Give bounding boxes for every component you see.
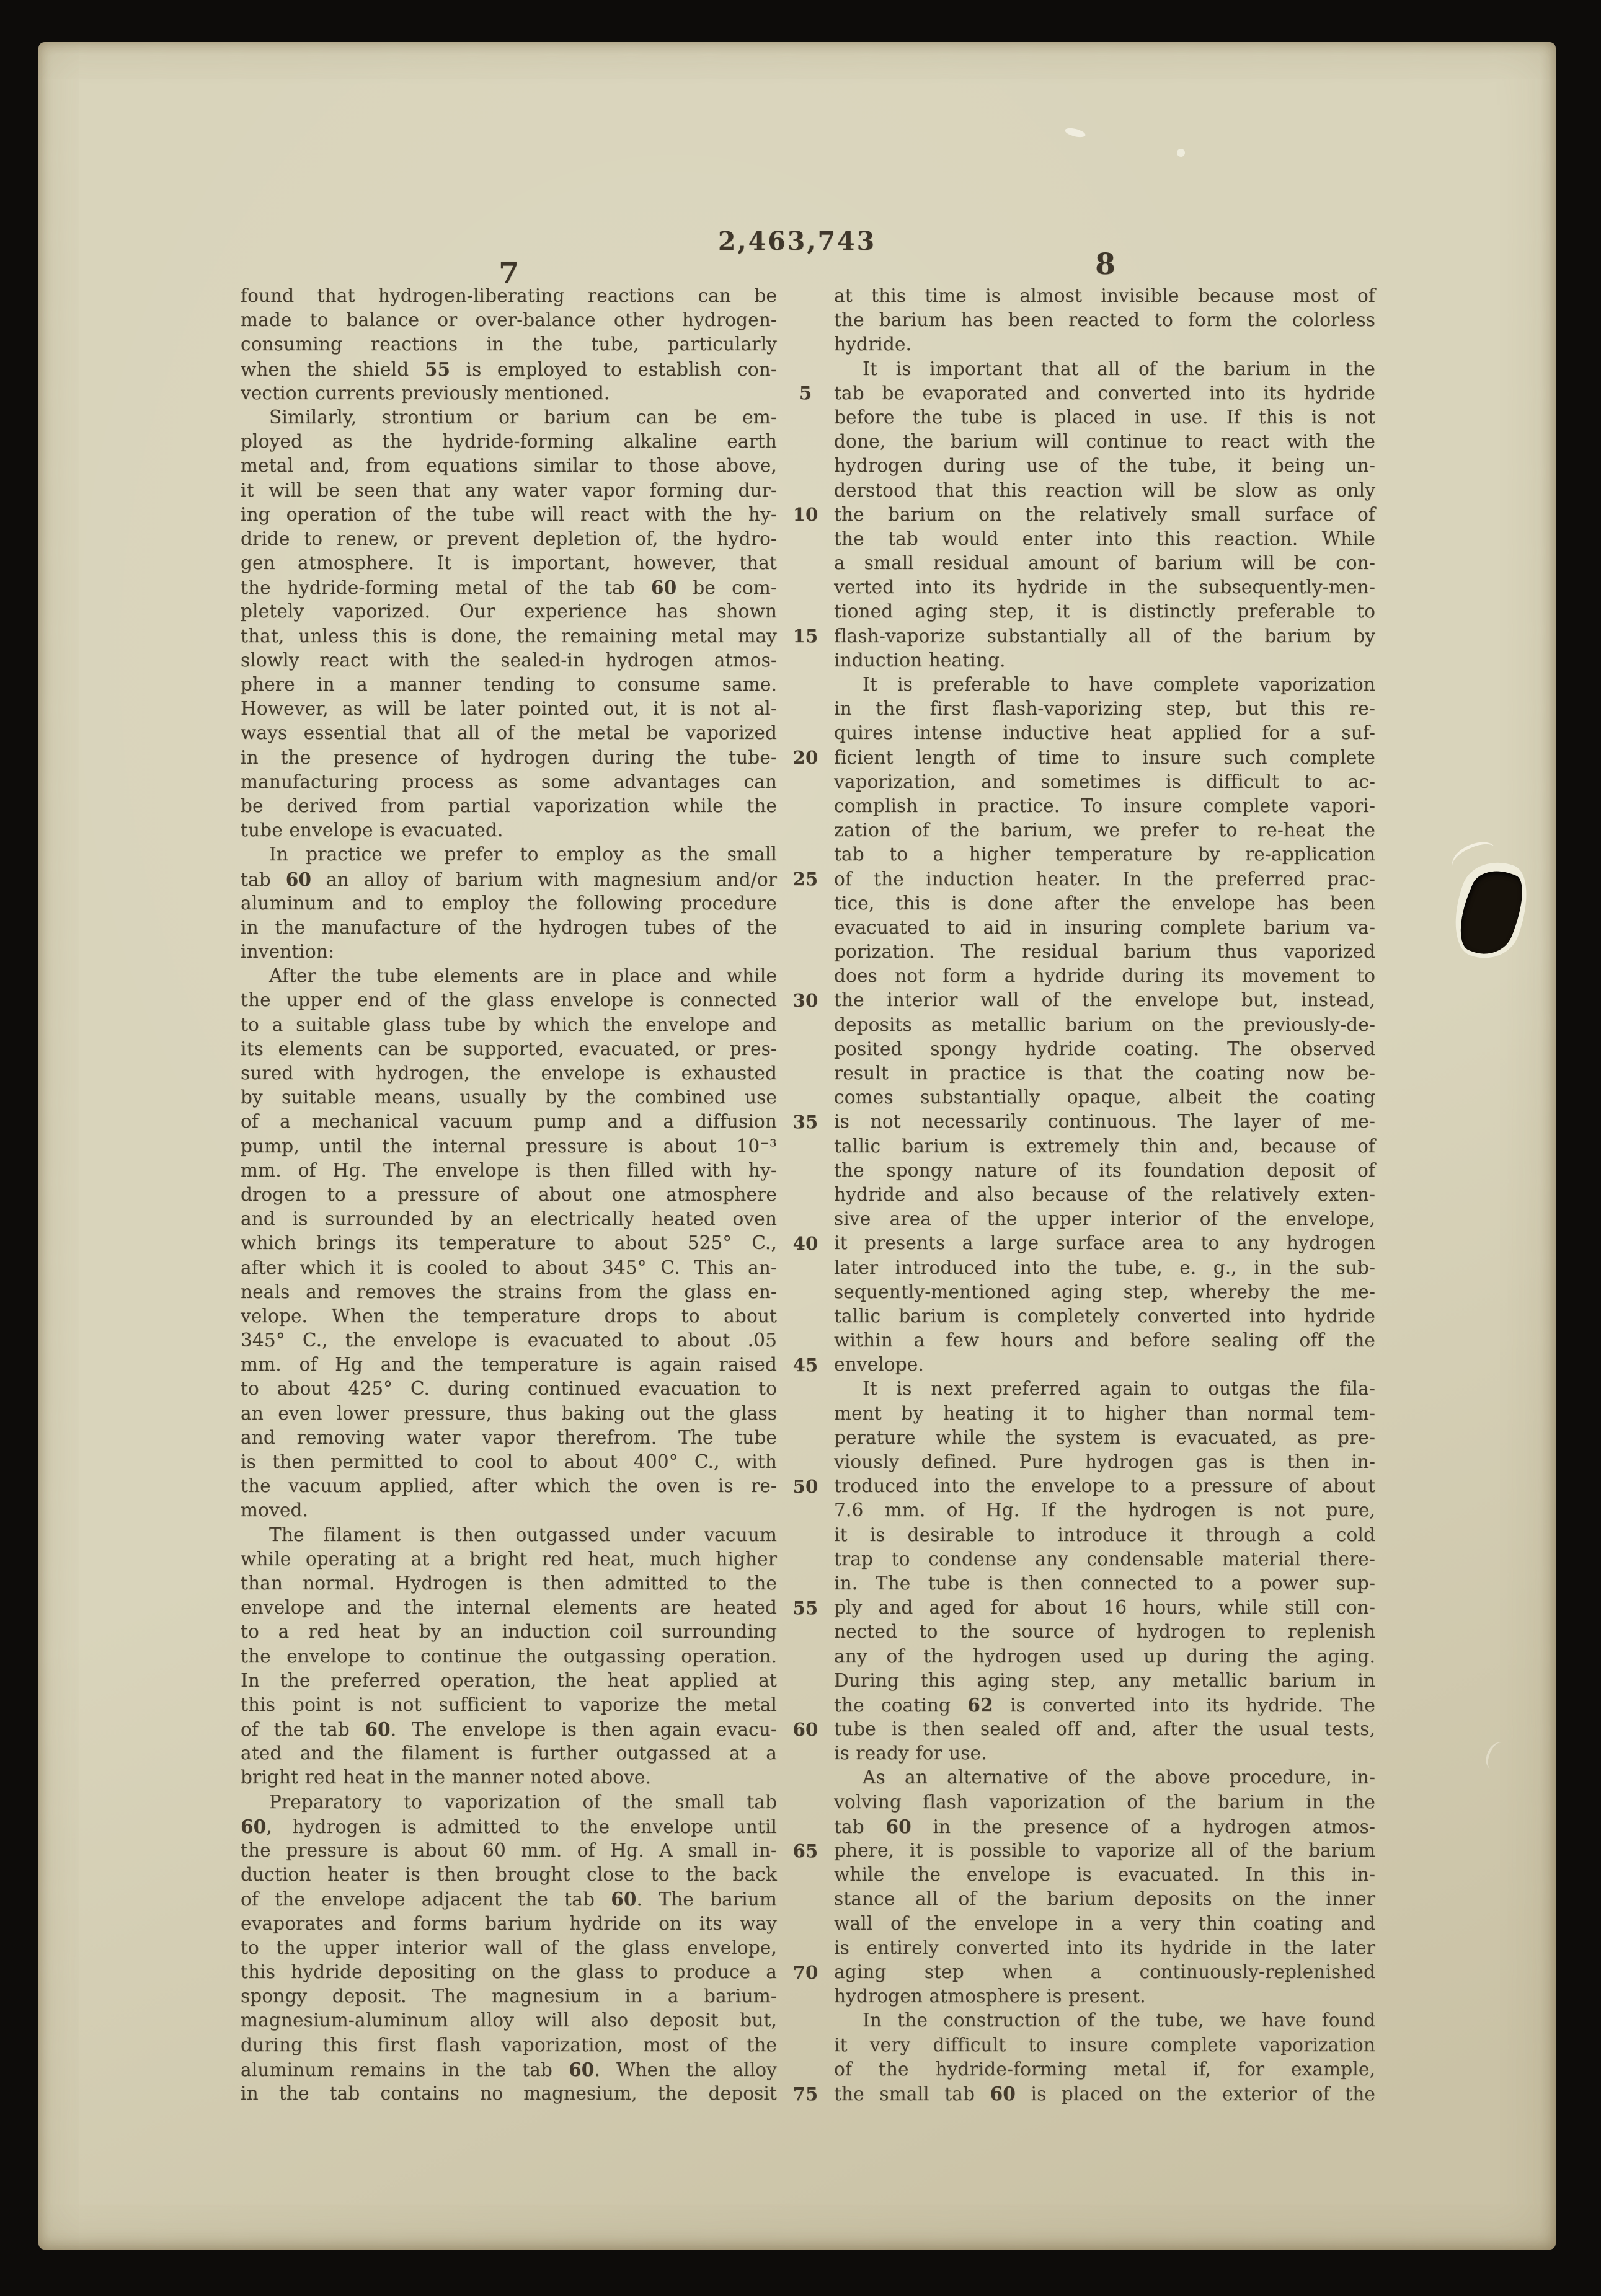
- text-line: porization. The residual barium thus vaporized: [834, 941, 1375, 963]
- text-line: induction heating.: [834, 649, 1006, 671]
- text-line: its elements can be supported, evacuated, or pres-: [241, 1038, 777, 1059]
- text-line: tab 60 in the presence of a hydrogen atmos-: [834, 1815, 1375, 1837]
- text-line: sive area of the upper interior of the envelope,: [834, 1208, 1375, 1230]
- text-line: phere, it is possible to vaporize all of the barium: [834, 1840, 1375, 1861]
- text-line: Preparatory to vaporization of the small tab: [269, 1791, 777, 1813]
- patent-body-text: [241, 284, 1375, 2106]
- line-number: 45: [792, 1354, 818, 1375]
- column-page-number-8: 8: [1095, 247, 1115, 281]
- text-line: ated and the filament is further outgassed at a: [241, 1742, 777, 1764]
- text-line: sured with hydrogen, the envelope is exhausted: [241, 1062, 777, 1084]
- text-line: an even lower pressure, thus baking out the glass: [241, 1402, 777, 1424]
- text-line: hydride and also because of the relatively exten-: [834, 1183, 1375, 1205]
- line-number: 20: [792, 746, 818, 768]
- text-line: bright red heat in the manner noted above.: [241, 1767, 651, 1788]
- text-line: It is preferable to have complete vaporization: [863, 674, 1375, 695]
- text-line: and is surrounded by an electrically heated oven: [241, 1208, 777, 1230]
- text-line: the upper end of the glass envelope is connected: [241, 989, 777, 1011]
- text-line: spongy deposit. The magnesium in a barium-: [241, 1985, 777, 2007]
- text-line: of the induction heater. In the preferred prac-: [834, 868, 1375, 890]
- text-line: ply and aged for about 16 hours, while still con-: [834, 1597, 1375, 1618]
- text-line: the pressure is about 60 mm. of Hg. A small in-: [241, 1840, 777, 1861]
- patent-page: [38, 42, 1556, 2250]
- text-line: 7.6 mm. of Hg. If the hydrogen is not pure,: [834, 1499, 1375, 1521]
- text-line: is then permitted to cool to about 400° C., with: [241, 1451, 777, 1472]
- text-line: the envelope to continue the outgassing operation.: [241, 1645, 777, 1667]
- text-line: sequently-mentioned aging step, whereby the me-: [834, 1281, 1375, 1302]
- text-line: while operating at a bright red heat, much higher: [241, 1548, 777, 1570]
- line-number: 30: [792, 989, 818, 1011]
- text-line: During this aging step, any metallic barium in: [834, 1669, 1375, 1691]
- text-line: tioned aging step, it is distinctly preferable to: [834, 601, 1375, 622]
- text-line: a small residual amount of barium will be con-: [834, 552, 1375, 574]
- text-line: tube is then sealed off and, after the usual tests,: [834, 1718, 1375, 1740]
- text-line: mm. of Hg and the temperature is again raised: [241, 1354, 777, 1375]
- text-line: viously defined. Pure hydrogen gas is then in-: [834, 1451, 1375, 1472]
- line-number: 50: [792, 1475, 818, 1497]
- text-line: tice, this is done after the envelope has been: [834, 892, 1375, 914]
- text-line: tab to a higher temperature by re-application: [834, 844, 1375, 865]
- text-line: it is desirable to introduce it through a cold: [834, 1524, 1375, 1545]
- line-number: 5: [799, 382, 812, 404]
- text-line: to the upper interior wall of the glass envelope,: [241, 1936, 777, 1958]
- text-line: of the tab 60. The envelope is then again evacu-: [241, 1718, 777, 1741]
- text-line: gen atmosphere. It is important, however, that: [241, 552, 777, 574]
- line-number: 75: [792, 2083, 818, 2104]
- text-line: result in practice is that the coating now be-: [834, 1062, 1375, 1084]
- text-line: ficient length of time to insure such complete: [834, 746, 1375, 768]
- column-page-number-7: 7: [499, 256, 519, 290]
- text-line: within a few hours and before sealing off the: [834, 1330, 1375, 1351]
- text-line: troduced into the envelope to a pressure of about: [834, 1475, 1375, 1497]
- line-number: 25: [792, 868, 818, 890]
- text-line: 345° C., the envelope is evacuated to about .05: [241, 1330, 777, 1351]
- text-line: made to balance or over-balance other hydrogen-: [241, 309, 777, 331]
- line-number: 60: [792, 1718, 818, 1740]
- text-line: evaporates and forms barium hydride on its way: [241, 1912, 777, 1934]
- text-line: volving flash vaporization of the barium in the: [834, 1791, 1375, 1813]
- text-line: After the tube elements are in place and while: [269, 965, 777, 987]
- text-line: trap to condense any condensable material there-: [834, 1548, 1375, 1570]
- text-line: However, as will be later pointed out, it is not al-: [241, 698, 777, 720]
- text-line: aluminum and to employ the following procedure: [241, 892, 777, 914]
- text-line: hydrogen atmosphere is present.: [834, 1985, 1146, 2007]
- text-line: comes substantially opaque, albeit the coating: [834, 1087, 1375, 1108]
- text-line: the coating 62 is converted into its hydride. The: [834, 1693, 1375, 1716]
- text-line: in. The tube is then connected to a power sup-: [834, 1572, 1375, 1594]
- text-line: it will be seen that any water vapor forming dur-: [241, 479, 777, 501]
- text-line: flash-vaporize substantially all of the barium by: [834, 625, 1375, 647]
- text-line: vection currents previously mentioned.: [241, 382, 610, 404]
- text-line: metal and, from equations similar to those above,: [241, 455, 777, 477]
- line-number-gutter: [777, 284, 834, 2106]
- line-number: 40: [792, 1232, 818, 1254]
- text-line: perature while the system is evacuated, as pre-: [834, 1426, 1375, 1448]
- text-line: the vacuum applied, after which the oven is re-: [241, 1475, 777, 1497]
- text-line: posited spongy hydride coating. The observed: [834, 1038, 1375, 1059]
- text-line: which brings its temperature to about 525° C.,: [241, 1232, 777, 1254]
- text-line: complish in practice. To insure complete vapori-: [834, 795, 1375, 816]
- text-line: by suitable means, usually by the combined use: [241, 1087, 777, 1108]
- text-line: this hydride depositing on the glass to produce a: [241, 1961, 777, 1982]
- patent-number: 2,463,743: [717, 226, 877, 256]
- text-line: is not necessarily continuous. The layer of me-: [834, 1111, 1375, 1133]
- text-line: magnesium-aluminum alloy will also deposit but,: [241, 2010, 777, 2031]
- paper-wrinkle: [1482, 1739, 1510, 1773]
- text-line: the barium has been reacted to form the colorless: [834, 309, 1375, 331]
- text-line: derstood that this reaction will be slow as only: [834, 479, 1375, 501]
- text-line: later introduced into the tube, e. g., in the sub-: [834, 1256, 1375, 1278]
- text-line: this point is not sufficient to vaporize the metal: [241, 1693, 777, 1715]
- text-line: pump, until the internal pressure is about 10⁻³: [241, 1135, 777, 1157]
- text-line: vaporization, and sometimes is difficult to ac-: [834, 770, 1375, 792]
- text-line: done, the barium will continue to react with the: [834, 431, 1375, 453]
- text-line: velope. When the temperature drops to about: [241, 1305, 777, 1327]
- text-line: than normal. Hydrogen is then admitted to the: [241, 1572, 777, 1594]
- text-line: any of the hydrogen used up during the aging.: [834, 1645, 1375, 1667]
- text-line: dride to renew, or prevent depletion of, the hydro-: [241, 528, 777, 549]
- text-line: neals and removes the strains from the glass en-: [241, 1281, 777, 1302]
- text-line: to a red heat by an induction coil surrounding: [241, 1621, 777, 1643]
- text-line: ing operation of the tube will react with the hy-: [241, 503, 777, 525]
- line-number: 65: [792, 1840, 818, 1861]
- text-line: of the hydride-forming metal if, for example,: [834, 2058, 1375, 2080]
- text-line: is ready for use.: [834, 1742, 987, 1764]
- text-line: In the construction of the tube, we have found: [863, 2010, 1375, 2031]
- text-line: drogen to a pressure of about one atmosphere: [241, 1183, 777, 1205]
- text-line: tallic barium is extremely thin and, because of: [834, 1135, 1375, 1157]
- text-line: hydrogen during use of the tube, it being un-: [834, 455, 1375, 477]
- text-line: in the first flash-vaporizing step, but this re-: [834, 698, 1375, 720]
- text-line: stance all of the barium deposits on the inner: [834, 1888, 1375, 1910]
- text-line: manufacturing process as some advantages can: [241, 770, 777, 792]
- text-line: In the preferred operation, the heat applied at: [241, 1669, 777, 1691]
- text-line: in the manufacture of the hydrogen tubes of the: [241, 916, 777, 938]
- text-line: before the tube is placed in use. If this is not: [834, 406, 1375, 428]
- text-line: duction heater is then brought close to the back: [241, 1864, 777, 1886]
- text-line: 60, hydrogen is admitted to the envelope until: [241, 1815, 777, 1837]
- text-line: when the shield 55 is employed to establish con-: [241, 358, 777, 380]
- text-line: does not form a hydride during its movement to: [834, 965, 1375, 987]
- text-line: deposits as metallic barium on the previously-de-: [834, 1013, 1375, 1035]
- text-line: wall of the envelope in a very thin coating and: [834, 1912, 1375, 1934]
- text-column-left: [241, 284, 777, 2106]
- text-line: of a mechanical vacuum pump and a diffusion: [241, 1111, 777, 1133]
- line-number: 70: [792, 1961, 818, 1983]
- text-line: aging step when a continuously-replenished: [834, 1961, 1375, 1982]
- line-number: 10: [792, 503, 818, 525]
- text-line: Similarly, strontium or barium can be em-: [269, 406, 777, 428]
- text-line: As an alternative of the above procedure, in-: [863, 1767, 1375, 1788]
- text-line: consuming reactions in the tube, particularly: [241, 333, 777, 355]
- text-line: envelope and the internal elements are heated: [241, 1597, 777, 1618]
- text-line: it very difficult to insure complete vaporization: [834, 2034, 1375, 2055]
- paper-scratch: [1064, 126, 1086, 139]
- text-line: nected to the source of hydrogen to replenish: [834, 1621, 1375, 1643]
- text-line: evacuated to aid in insuring complete barium va-: [834, 916, 1375, 938]
- text-line: the barium on the relatively small surface of: [834, 503, 1375, 525]
- text-line: to about 425° C. during continued evacuation to: [241, 1378, 777, 1400]
- text-line: quires intense inductive heat applied for a suf-: [834, 722, 1375, 744]
- text-line: hydride.: [834, 333, 912, 355]
- line-number: 55: [792, 1597, 818, 1618]
- text-line: aluminum remains in the tab 60. When the alloy: [241, 2058, 777, 2080]
- text-line: The filament is then outgassed under vacuum: [269, 1524, 777, 1545]
- text-line: moved.: [241, 1499, 309, 1521]
- text-line: invention:: [241, 941, 335, 963]
- text-line: found that hydrogen-liberating reactions can be: [241, 285, 777, 306]
- paper-speck: [1177, 149, 1185, 157]
- text-line: verted into its hydride in the subsequently-men-: [834, 576, 1375, 598]
- text-line: In practice we prefer to employ as the small: [269, 844, 777, 865]
- text-line: in the presence of hydrogen during the tube-: [241, 746, 777, 768]
- text-line: in the tab contains no magnesium, the deposit: [241, 2082, 777, 2104]
- text-column-right: [834, 284, 1375, 2106]
- text-line: pletely vaporized. Our experience has shown: [241, 601, 777, 622]
- text-line: It is important that all of the barium in the: [863, 358, 1375, 379]
- text-line: tallic barium is completely converted into hydride: [834, 1305, 1375, 1327]
- text-line: tab 60 an alloy of barium with magnesium and/or: [241, 868, 777, 890]
- text-line: is entirely converted into its hydride in the later: [834, 1936, 1375, 1958]
- text-line: the interior wall of the envelope but, instead,: [834, 989, 1375, 1011]
- text-line: mm. of Hg. The envelope is then filled with hy-: [241, 1159, 777, 1181]
- text-line: It is next preferred again to outgas the fila-: [863, 1378, 1375, 1400]
- text-line: the tab would enter into this reaction. While: [834, 528, 1375, 549]
- text-line: tube envelope is evacuated.: [241, 819, 503, 841]
- text-line: tab be evaporated and converted into its hydride: [834, 382, 1375, 404]
- text-line: to a suitable glass tube by which the envelope and: [241, 1013, 777, 1035]
- text-line: be derived from partial vaporization while the: [241, 795, 777, 816]
- line-number: 15: [792, 625, 818, 647]
- line-number: 35: [792, 1111, 818, 1133]
- text-line: the small tab 60 is placed on the exterior of the: [834, 2082, 1375, 2104]
- text-line: during this first flash vaporization, most of the: [241, 2034, 777, 2055]
- text-line: at this time is almost invisible because most of: [834, 285, 1375, 306]
- text-line: ployed as the hydride-forming alkaline earth: [241, 431, 777, 453]
- text-line: zation of the barium, we prefer to re-heat the: [834, 819, 1375, 841]
- text-line: ment by heating it to higher than normal tem-: [834, 1402, 1375, 1424]
- text-line: the hydride-forming metal of the tab 60 be com-: [241, 576, 777, 599]
- text-line: and removing water vapor therefrom. The tube: [241, 1426, 777, 1448]
- text-line: after which it is cooled to about 345° C. This an-: [241, 1256, 777, 1278]
- text-line: phere in a manner tending to consume same.: [241, 674, 777, 695]
- text-line: of the envelope adjacent the tab 60. The barium: [241, 1888, 777, 1910]
- text-line: that, unless this is done, the remaining metal may: [241, 625, 777, 647]
- text-line: ways essential that all of the metal be vaporized: [241, 722, 777, 744]
- text-line: envelope.: [834, 1354, 924, 1375]
- text-line: it presents a large surface area to any hydrogen: [834, 1232, 1375, 1254]
- text-line: slowly react with the sealed-in hydrogen atmos-: [241, 649, 777, 671]
- text-line: while the envelope is evacuated. In this in-: [834, 1864, 1375, 1886]
- text-line: the spongy nature of its foundation deposit of: [834, 1159, 1375, 1181]
